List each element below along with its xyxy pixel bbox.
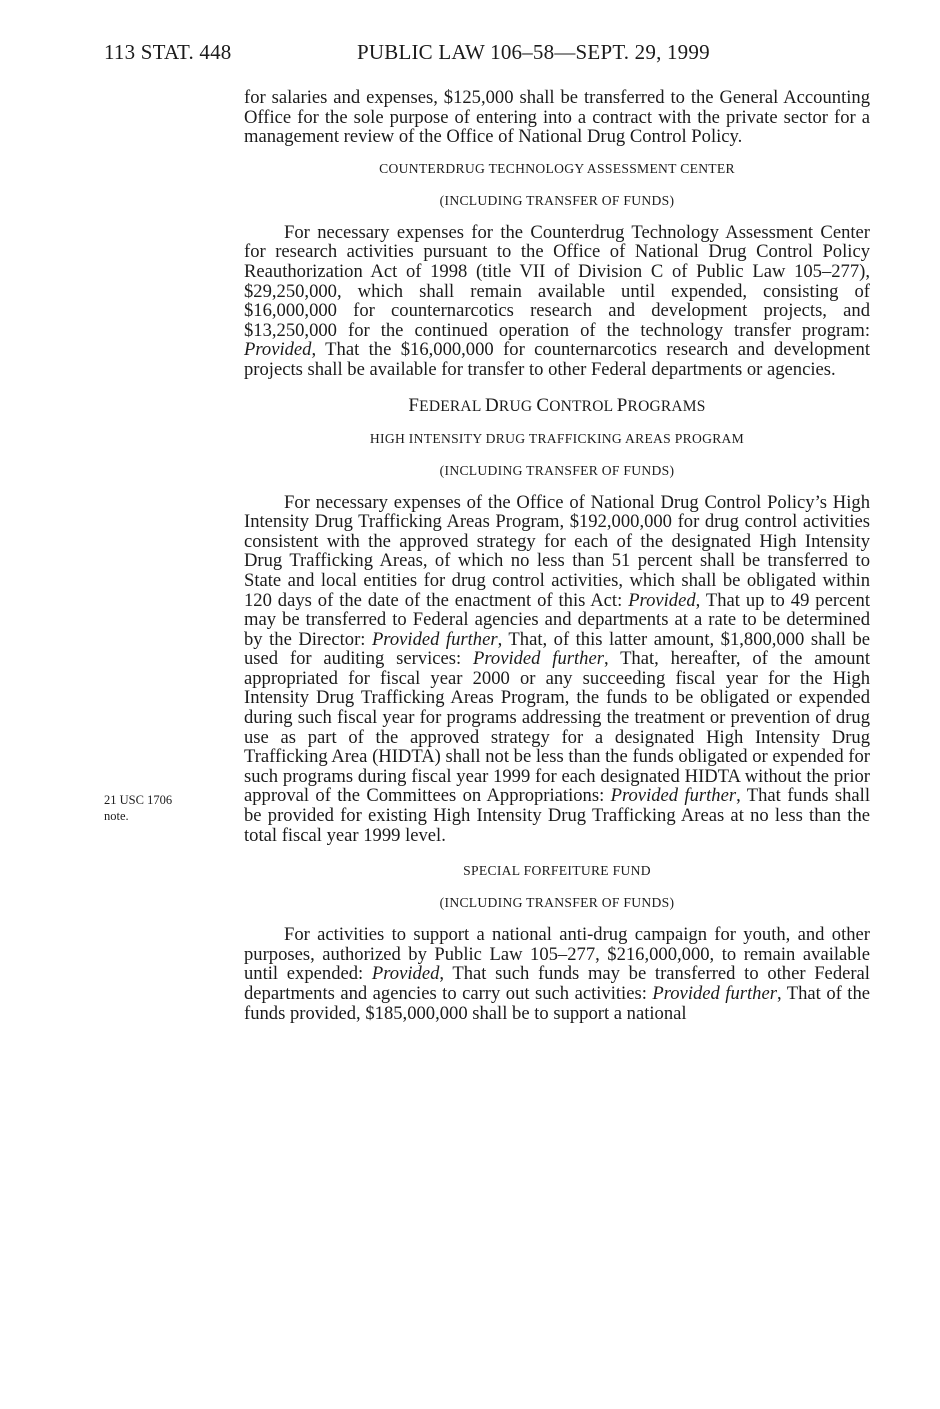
italic-run: Provided — [371, 963, 440, 985]
page-citation: 113 STAT. 448 — [104, 40, 232, 64]
section-heading-federal-programs — [244, 394, 870, 416]
small-caps-run: ROGRAMS — [627, 397, 706, 415]
section-heading-counterdrug: COUNTERDRUG TECHNOLOGY ASSESSMENT CENTER — [379, 160, 735, 176]
paragraph-forfeiture — [244, 925, 870, 1023]
small-caps-initial: F — [408, 394, 420, 416]
section-heading-forfeiture: SPECIAL FORFEITURE FUND — [463, 863, 651, 879]
paragraph-continued: for salaries and expenses, $125,000 shall be transferred to the General Accounting Office for the sole purpose of entering into a contract with the private sector for a management review of the Office of National Drug Control Policy. — [244, 87, 870, 148]
paragraph-hidta — [244, 493, 870, 846]
section-subheading-transfer: (INCLUDING TRANSFER OF FUNDS) — [439, 462, 675, 478]
small-caps-run: EDERAL — [419, 397, 485, 415]
section-subheading-transfer: (INCLUDING TRANSFER OF FUNDS) — [439, 895, 675, 911]
italic-run: Provided further — [652, 983, 777, 1004]
running-header — [0, 40, 940, 70]
margin-note-line2: note. — [104, 808, 129, 823]
main-text-column — [244, 88, 870, 1023]
text-run: For activities to support a national anti-drug campaign for youth, and other purposes, authorized by Public Law 105–277, $216,000,000, to remain available until expended: — [244, 924, 870, 985]
section-subheading-transfer: (INCLUDING TRANSFER OF FUNDS) — [439, 192, 675, 208]
text-run: , That such funds may be transferred to other Federal departments and agencies to carry out such activities: — [244, 963, 870, 1004]
law-title: PUBLIC LAW 106–58—SEPT. 29, 1999 — [357, 40, 710, 64]
text-run: , That, of this latter amount, $1,800,000 shall be used for auditing services: — [244, 628, 871, 670]
italic-run: Provided further — [473, 648, 604, 670]
text-run: , That of the funds provided, $185,000,000 shall be to support a national — [244, 983, 871, 1024]
text-run: , That up to 49 percent may be transferred to Federal agencies and departments at a rate to be determined by the Director: — [244, 589, 870, 650]
small-caps-run: RUG — [498, 397, 537, 415]
text-run: For necessary expenses of the Office of National Drug Control Policy’s High Intensity Drug Trafficking Areas Program, $192,000,000 for drug control activities consistent with the approved strategy for each of the designated High Intensity Drug Trafficking Areas, of which no less than 51 percent shall be transferred to State and local entities for drug control activities, which shall be obligated within 120 days of the date of the enactment of this Act: — [244, 491, 870, 611]
section-heading-hidta: HIGH INTENSITY DRUG TRAFFICKING AREAS PROGRAM — [369, 430, 745, 446]
text-run: , That the $16,000,000 for counternarcotics research and development projects shall be available for transfer to other Federal departments or agencies. — [244, 339, 870, 380]
small-caps-initial: D — [485, 394, 499, 416]
italic-run: Provided further — [371, 628, 498, 650]
small-caps-initial: P — [616, 394, 628, 416]
italic-run: Provided — [628, 589, 696, 611]
margin-note — [104, 793, 224, 824]
italic-run: Provided — [244, 339, 312, 361]
paragraph-counterdrug — [244, 223, 870, 380]
small-caps-initial: C — [536, 394, 550, 416]
margin-note-line1: 21 USC 1706 — [104, 793, 173, 807]
small-caps-run: ONTROL — [549, 397, 617, 415]
italic-run: Provided further — [610, 785, 737, 807]
text-run: , That, hereafter, of the amount appropriated for fiscal year 2000 or any succeeding fiscal year for the High Intensity Drug Trafficking Areas Program, the funds to be obligated or expended during such fiscal year for programs addressing the treatment or prevention of drug use as part of the approved strategy for a designated High Intensity Drug Trafficking Area (HIDTA) shall not be less than the funds obligated or expended for such programs during fiscal year 1999 for each designated HIDTA without the prior approval of the Committees on Appropriations: — [244, 648, 870, 807]
text-run: For necessary expenses for the Counterdrug Technology Assessment Center for research activities pursuant to the Office of National Drug Control Policy Reauthorization Act of 1998 (title VII of Division C of Public Law 105–277), $29,250,000, which shall remain available until expended, consisting of $16,000,000 for counternarcotics research and development projects, and $13,250,000 for the continued operation of the technology transfer program: — [244, 221, 870, 341]
text-run: , That funds shall be provided for existing High Intensity Drug Trafficking Areas at no less than the total fiscal year 1999 level. — [244, 785, 870, 846]
